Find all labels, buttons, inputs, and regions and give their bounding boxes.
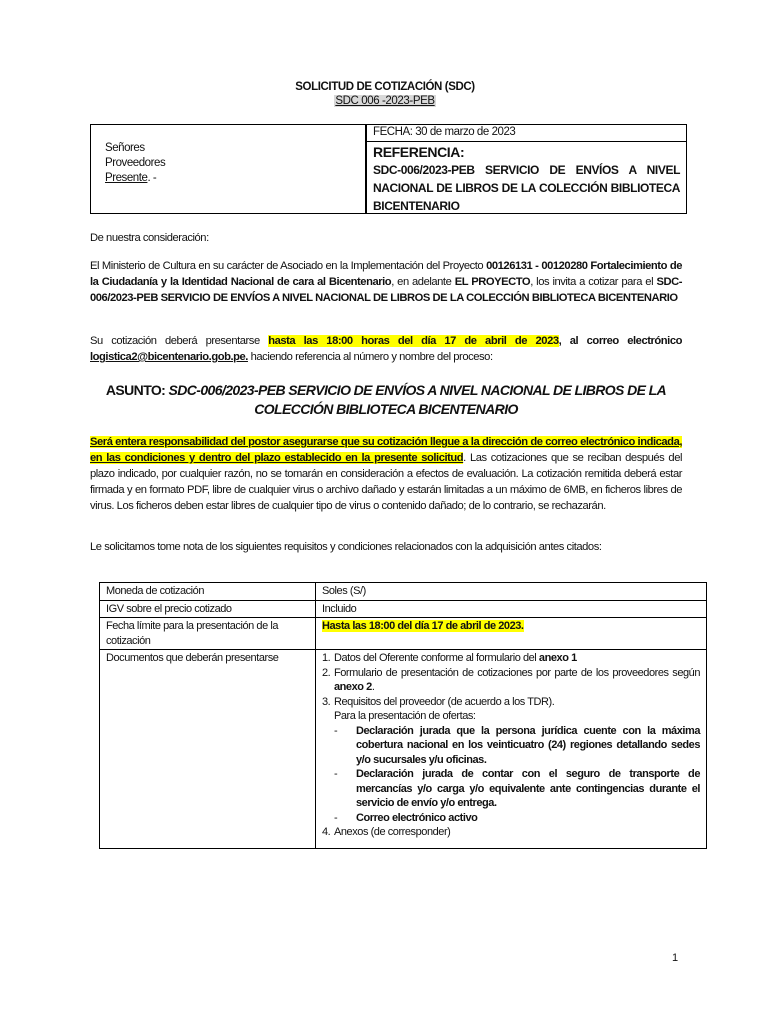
addressee-line-1: Señores [105,142,145,154]
list-item-text: Anexos (de corresponder) [334,826,451,838]
subitem-text: Declaración jurada de contar con el seguro de transporte de mercancías y/o carga y/o equivalente ante contingencias durante el servicio de envío y/o entrega. [356,768,700,809]
list-item [322,825,700,840]
subject-text: SDC-006/2023-PEB SERVICIO DE ENVÍOS A NIVEL NACIONAL DE LIBROS DE LA COLECCIÓN BIBLIOTECA BICENTENARIO [168,382,667,417]
deadline-text-2: , al correo electrónico [558,335,682,347]
list-number: 1. [322,652,331,664]
row-label-documents: Documentos que deberán presentarse [100,650,316,849]
document-code [0,95,770,107]
responsibility-paragraph [90,434,682,514]
intro-text-1: El Ministerio de Cultura en su carácter de Asociado en la Implementación del Proyecto [90,260,487,272]
document-title: SOLICITUD DE COTIZACIÓN (SDC) [295,81,475,93]
subject-label: ASUNTO: [105,382,169,398]
intro-sdc-name: SDC-006/2023-PEB SERVICIO DE ENVÍOS A NIVEL NACIONAL DE LIBROS DE LA COLECCIÓN BIBLIOTECA BICENTENARIO [90,276,682,304]
list-number: 4. [322,826,331,838]
list-item-text: Requisitos del proveedor (de acuerdo a los TDR). [334,695,555,708]
addressee-line-3 [105,172,156,184]
subject-heading [90,381,682,419]
list-item-bold: anexo 2 [334,681,372,693]
dash-marker: - [334,724,338,737]
list-item-bold: anexo 1 [538,652,577,664]
list-subitem [322,767,700,811]
addressee-present: Presente [105,172,148,184]
document-code-text: SDC 006 -2023-PEB [335,95,435,107]
requirements-table [99,582,707,849]
list-subitem [322,724,700,768]
list-item [322,651,700,666]
row-value-currency: Soles (S/) [316,583,707,601]
list-subitem [322,811,700,826]
table-row [100,600,707,618]
row-label-igv: IGV sobre el precio cotizado [100,600,316,618]
table-row [100,583,707,601]
dash-marker: - [334,811,338,824]
deadline-email: logistica2@bicentenario.gob.pe. [90,351,248,363]
list-number: 3. [322,695,331,708]
date-box: FECHA: 30 de marzo de 2023 [366,124,687,142]
row-label-deadline: Fecha límite para la presentación de la cotización [100,618,316,650]
row-value-deadline [316,618,707,650]
addressee-present-tail: . - [147,172,157,184]
list-subheading: Para la presentación de ofertas: [334,710,476,722]
greeting: De nuestra consideración: [90,232,209,244]
intro-project-label: EL PROYECTO [454,276,531,288]
subitem-text: Declaración jurada que la persona jurídica cuente con la máxima cobertura nacional en los veinticuatro (24) regiones detallando sedes y/o sucursales y/u oficinas. [356,724,700,766]
page-number: 1 [672,952,679,964]
subitem-text: Correo electrónico activo [356,811,478,824]
responsibility-highlight: Será entera responsabilidad del postor asegurarse que su cotización llegue a la dirección de correo electrónico indicada, en las condiciones y dentro del plazo establecido en la presente solicitud [90,436,682,464]
deadline-text-1: Su cotización deberá presentarse [90,335,269,347]
reference-box [366,141,687,214]
row-value-documents [316,650,707,849]
table-row [100,618,707,650]
intro-paragraph [90,258,682,306]
intro-text-3: , los invita a cotizar para el [530,276,657,288]
requirements-intro: Le solicitamos tome nota de los siguientes requisitos y condiciones relacionados con la adquisición antes citados: [90,541,602,553]
row-value-deadline-text: Hasta las 18:00 del día 17 de abril de 2023. [322,620,524,632]
table-row [100,650,707,849]
list-number: 2. [322,666,331,679]
intro-text-2: , en adelante [391,276,455,288]
reference-text: SDC-006/2023-PEB SERVICIO DE ENVÍOS A NIVEL NACIONAL DE LIBROS DE LA COLECCIÓN BIBLIOTECA BICENTENARIO [373,163,680,213]
deadline-paragraph [90,333,682,365]
responsibility-text: . Las cotizaciones que se reciban después del plazo indicado, por cualquier razón, no se tomarán en consideración a efectos de evaluación. La cotización remitida deberá estar firmada y en formato PDF, libre de cualquier virus o archivo dañado y estarán limitadas a un máximo de 6MB, en ficheros libres de virus. Los ficheros deben estar libres de cualquier tipo de virus o contenido dañado; de lo contrario, se rechazarán. [90,452,682,512]
reference-title: REFERENCIA: [373,144,465,160]
list-item-text: Datos del Oferente conforme al formulario del [334,652,539,664]
dash-marker: - [334,768,338,780]
list-item [322,666,700,695]
deadline-text-3: haciendo referencia al número y nombre del proceso: [247,351,493,363]
list-item-tail: . [371,681,375,693]
list-item [322,695,700,710]
row-label-currency: Moneda de cotización [100,583,316,601]
list-item-text: Formulario de presentación de cotizaciones por parte de los proveedores según [334,666,700,679]
intro-project-name: 00126131 - 00120280 Fortalecimiento de la Ciudadanía y la Identidad Nacional de cara al Bicentenario [90,260,682,288]
addressee-line-2: Proveedores [105,157,166,169]
addressee-box [90,124,366,214]
row-value-igv: Incluido [316,600,707,618]
deadline-highlight: hasta las 18:00 horas del día 17 de abril de 2023 [268,335,559,347]
